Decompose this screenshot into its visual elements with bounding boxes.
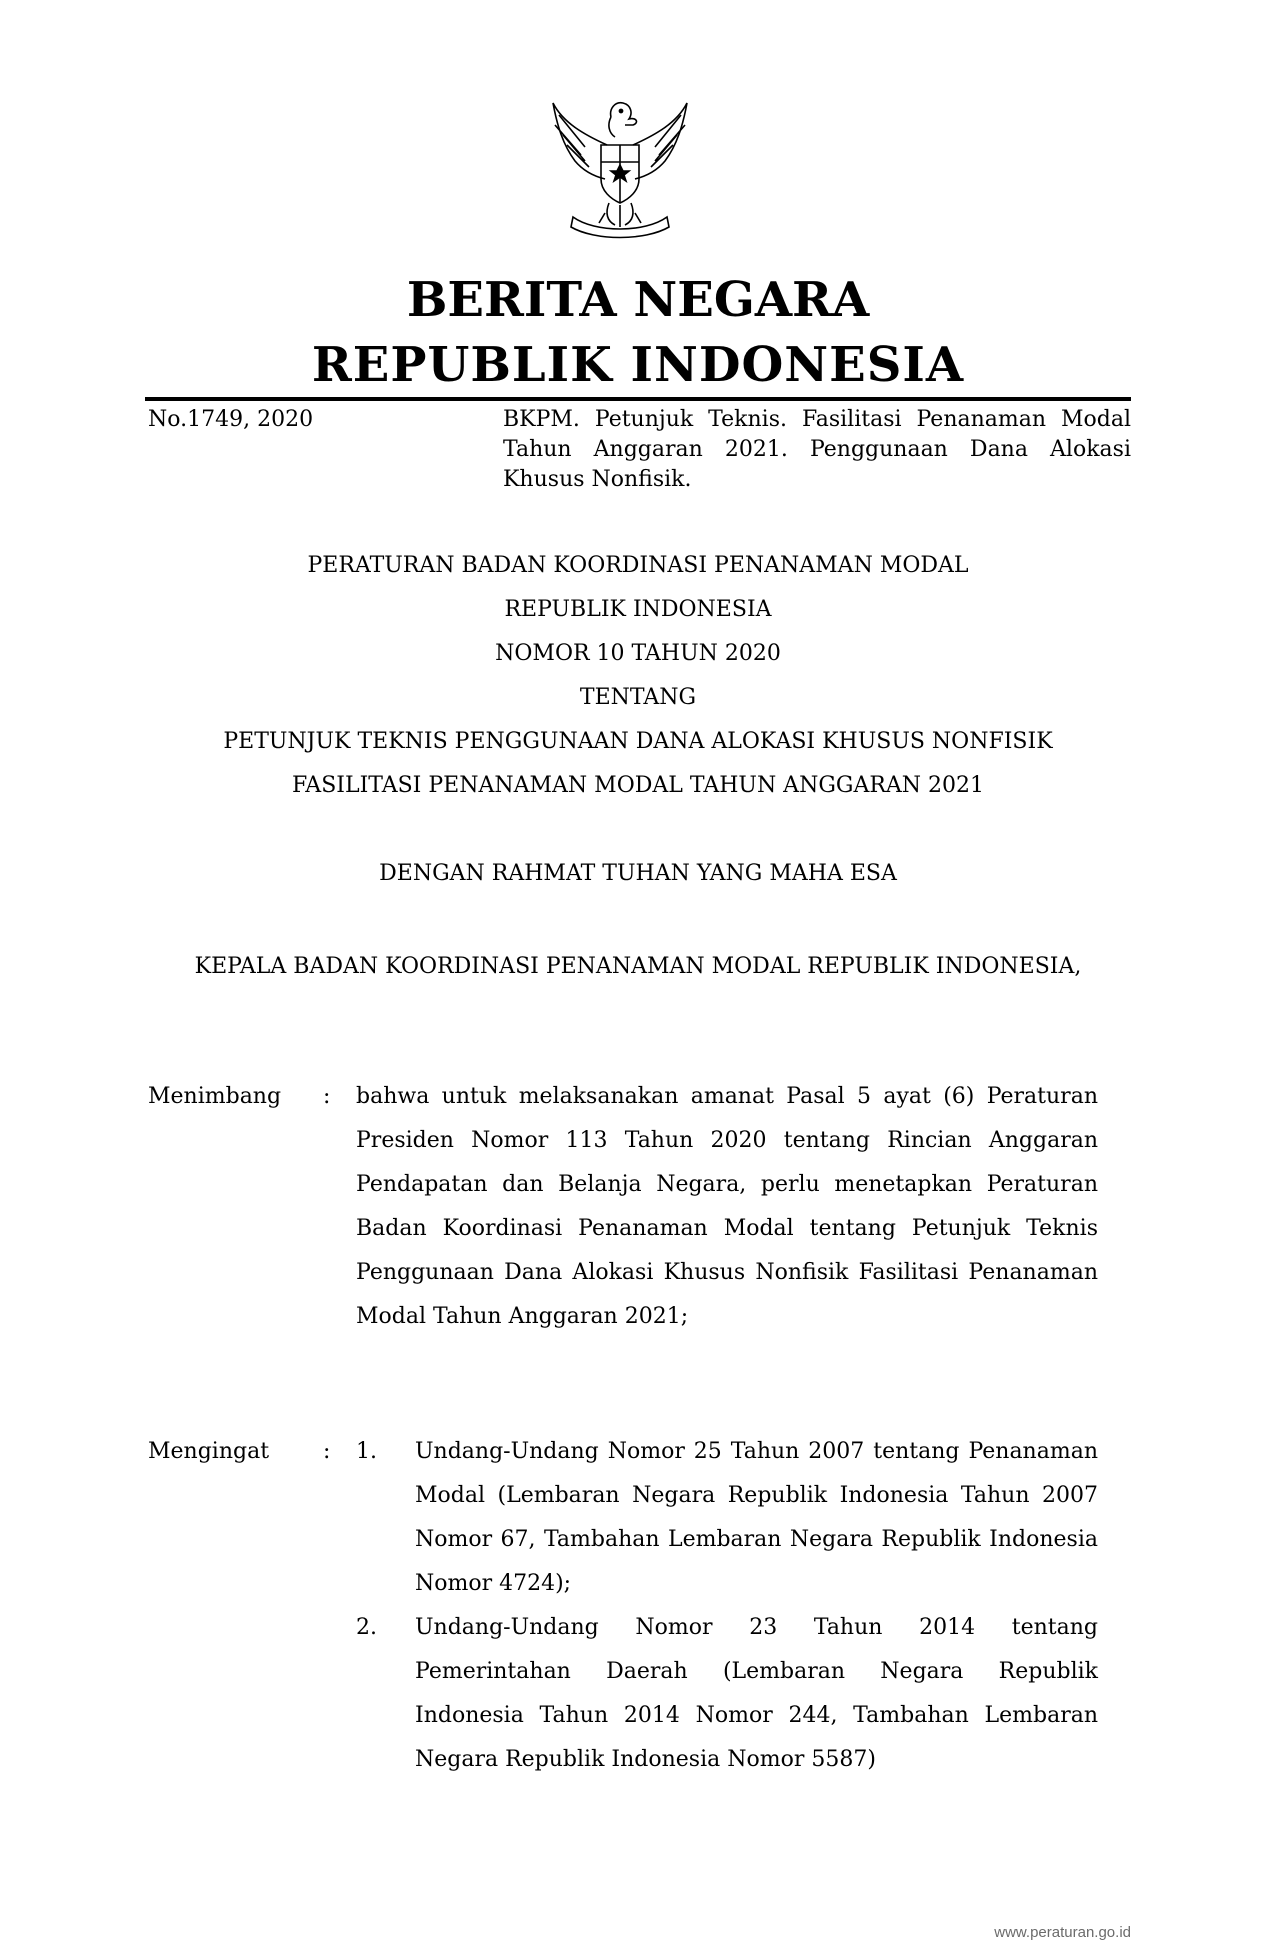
- masthead-title-line1: BERITA NEGARA: [406, 272, 870, 328]
- heading-line: PERATURAN BADAN KOORDINASI PENANAMAN MODAL: [307, 553, 969, 578]
- heading-line: NOMOR 10 TAHUN 2020: [495, 641, 781, 666]
- menimbang-colon: :: [323, 1084, 331, 1109]
- heading-line: FASILITASI PENANAMAN MODAL TAHUN ANGGARAN 2021: [291, 773, 985, 798]
- regulation-heading: [145, 544, 1131, 808]
- heading-line: REPUBLIK INDONESIA: [504, 597, 772, 622]
- garuda-emblem-icon: [545, 95, 695, 245]
- heading-line: PETUNJUK TEKNIS PENGGUNAAN DANA ALOKASI KHUSUS NONFISIK: [223, 729, 1053, 754]
- mengingat-item-text: Undang-Undang Nomor 23 Tahun 2014 tentang Pemerintahan Daerah (Lembaran Negara Republik Indonesia Tahun 2014 Nomor 244, Tambahan Lembaran Negara Republik Indonesia Nomor 5587): [415, 1615, 1098, 1772]
- gazette-description: BKPM. Petunjuk Teknis. Fasilitasi Penanaman Modal Tahun Anggaran 2021. Penggunaan Dana Alokasi Khusus Nonfisik.: [503, 407, 1131, 492]
- mengingat-item-number: 1.: [356, 1439, 377, 1464]
- mengingat-item-number: 2.: [356, 1615, 377, 1640]
- masthead-divider: [145, 397, 1131, 401]
- mengingat-item-text: Undang-Undang Nomor 25 Tahun 2007 tentang Penanaman Modal (Lembaran Negara Republik Indonesia Tahun 2007 Nomor 67, Tambahan Lembaran Negara Republik Indonesia Nomor 4724);: [415, 1439, 1098, 1596]
- gazette-number: No.1749, 2020: [148, 407, 314, 432]
- menimbang-label: Menimbang: [148, 1084, 282, 1109]
- mengingat-colon: :: [323, 1439, 331, 1464]
- official-title: KEPALA BADAN KOORDINASI PENANAMAN MODAL REPUBLIK INDONESIA,: [194, 954, 1082, 979]
- mengingat-label: Mengingat: [148, 1439, 270, 1464]
- menimbang-text: bahwa untuk melaksanakan amanat Pasal 5 ayat (6) Peraturan Presiden Nomor 113 Tahun 2020 tentang Rincian Anggaran Pendapatan dan Belanja Negara, perlu menetapkan Peraturan Badan Koordinasi Penanaman Modal tentang Petunjuk Teknis Penggunaan Dana Alokasi Khusus Nonfisik Fasilitasi Penanaman Modal Tahun Anggaran 2021;: [356, 1084, 1098, 1329]
- footer-url: www.peraturan.go.id: [994, 1924, 1131, 1941]
- heading-line: TENTANG: [579, 685, 697, 710]
- masthead-title-line2: REPUBLIK INDONESIA: [311, 337, 965, 393]
- blessing-line: DENGAN RAHMAT TUHAN YANG MAHA ESA: [379, 861, 897, 886]
